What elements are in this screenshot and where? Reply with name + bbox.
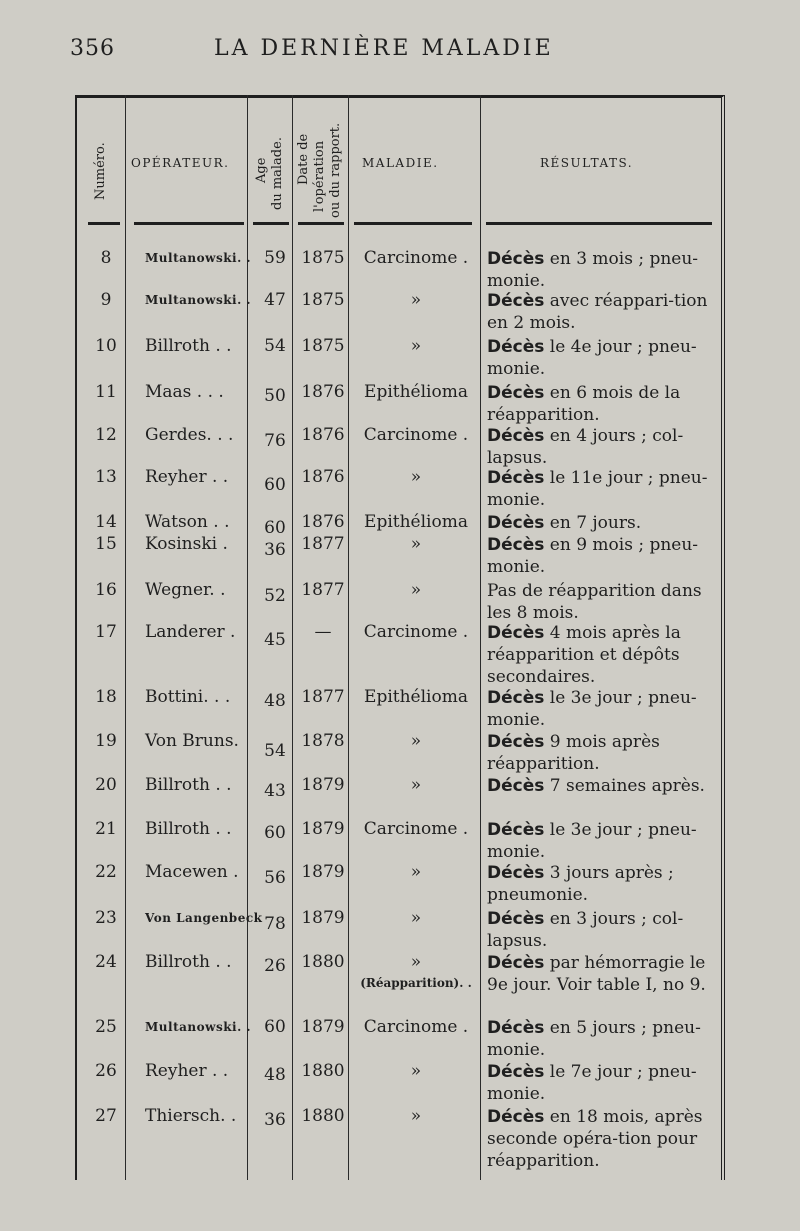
running-title: LA DERNIÈRE MALADIE (214, 36, 554, 61)
operator-name: Gerdes. . . (145, 425, 234, 445)
result-death-label: Décès (487, 1107, 545, 1127)
row-number: 9 (100, 290, 112, 310)
result-death-label: Décès (487, 1018, 545, 1038)
patient-age: 36 (264, 1110, 286, 1130)
result-text (487, 775, 717, 797)
patient-age: 54 (264, 336, 286, 356)
patient-age: 60 (264, 823, 286, 843)
result-text (487, 1106, 717, 1172)
header-rule (134, 222, 244, 225)
result-text (487, 534, 717, 578)
operation-year: 1880 (301, 952, 345, 972)
result-detail: 7 semaines après. (544, 776, 705, 796)
result-text (487, 382, 717, 426)
result-text (487, 580, 717, 624)
operator-name: Multanowski. . (145, 1020, 252, 1034)
header-rule (486, 222, 712, 225)
patient-age: 60 (264, 518, 286, 538)
row-number: 21 (95, 819, 117, 839)
result-text (487, 248, 717, 292)
operation-year: 1875 (301, 248, 345, 268)
patient-age: 78 (264, 914, 286, 934)
header-rule (354, 222, 472, 225)
operator-name: Billroth . . (145, 775, 232, 795)
result-text (487, 512, 717, 534)
row-number: 18 (95, 687, 117, 707)
row-number: 25 (95, 1017, 117, 1037)
result-death-label: Décès (487, 688, 545, 708)
disease: » (410, 534, 422, 554)
disease: » (410, 1061, 422, 1081)
disease: » (410, 775, 422, 795)
row-number: 12 (95, 425, 117, 445)
result-death-label: Décès (487, 535, 545, 555)
operator-name: Multanowski. . (145, 251, 252, 265)
row-number: 10 (95, 336, 117, 356)
operation-year: 1876 (301, 467, 345, 487)
result-detail: en 9 mois ; pneu-monie. (487, 535, 699, 577)
disease: » (410, 952, 422, 972)
disease: » (410, 290, 422, 310)
operator-name: Von Bruns. (145, 731, 239, 751)
operation-year: 1875 (301, 336, 345, 356)
result-text (487, 336, 717, 380)
operation-year: 1880 (301, 1061, 345, 1081)
row-number: 26 (95, 1061, 117, 1081)
patient-age: 52 (264, 586, 286, 606)
row-number: 15 (95, 534, 117, 554)
column-header-date-3: ou du rapport. (328, 122, 343, 218)
row-number: 8 (100, 248, 112, 268)
result-text (487, 952, 717, 996)
operation-year: 1878 (301, 731, 345, 751)
result-detail: le 7e jour ; pneu-monie. (487, 1062, 697, 1104)
result-detail: 9 mois après réapparition. (487, 732, 660, 774)
column-header-number: Numéro. (93, 142, 108, 200)
result-detail: 3 jours après ; pneumonie. (487, 863, 674, 905)
header-rule (88, 222, 120, 225)
result-detail: en 6 mois de la réapparition. (487, 383, 681, 425)
disease: Epithélioma (364, 382, 468, 402)
result-detail: en 18 mois, après seconde opéra-tion pour réapparition. (487, 1107, 703, 1171)
disease: Carcinome . (363, 1017, 469, 1037)
column-header-operator: OPÉRATEUR. (131, 156, 230, 170)
result-text (487, 1017, 717, 1061)
result-text (487, 290, 717, 334)
patient-age: 59 (264, 248, 286, 268)
result-detail: avec réappari-tion en 2 mois. (487, 291, 708, 333)
page-number: 356 (70, 36, 115, 61)
result-death-label: Décès (487, 776, 545, 796)
patient-age: 48 (264, 1065, 286, 1085)
column-header-date-2: l'opération (312, 140, 327, 212)
patient-age: 48 (264, 691, 286, 711)
patient-age: 56 (264, 868, 286, 888)
result-death-label: Décès (487, 953, 545, 973)
patient-age: 26 (264, 956, 286, 976)
result-text (487, 908, 717, 952)
result-text (487, 622, 717, 688)
result-text (487, 862, 717, 906)
patient-age: 60 (264, 475, 286, 495)
patient-age: 47 (264, 290, 286, 310)
result-death-label: Décès (487, 383, 545, 403)
operator-name: Reyher . . (145, 467, 229, 487)
result-detail: Pas de réapparition dans les 8 mois. (487, 581, 702, 623)
operator-name: Macewen . (145, 862, 239, 882)
operation-year: 1879 (301, 775, 345, 795)
result-detail: le 11e jour ; pneu-monie. (487, 468, 708, 510)
operator-name: Watson . . (145, 512, 230, 532)
result-detail: le 4e jour ; pneu-monie. (487, 337, 697, 379)
result-death-label: Décès (487, 337, 545, 357)
patient-age: 36 (264, 540, 286, 560)
operator-name: Kosinski . (145, 534, 228, 554)
disease: Carcinome . (363, 622, 469, 642)
result-detail: en 7 jours. (544, 513, 642, 533)
operation-year: 1880 (301, 1106, 345, 1126)
result-detail: en 3 jours ; col-lapsus. (487, 909, 684, 951)
operation-year: 1879 (301, 908, 345, 928)
disease: » (410, 580, 422, 600)
operator-name: Thiersch. . (145, 1106, 237, 1126)
patient-age: 50 (264, 386, 286, 406)
operation-year: 1875 (301, 290, 345, 310)
operator-name: Wegner. . (145, 580, 226, 600)
operator-name: Billroth . . (145, 336, 232, 356)
result-text (487, 1061, 717, 1105)
disease: » (410, 731, 422, 751)
operation-year: 1876 (301, 512, 345, 532)
row-number: 16 (95, 580, 117, 600)
operation-year: 1879 (301, 862, 345, 882)
operation-year: — (314, 622, 332, 642)
result-detail: le 3e jour ; pneu-monie. (487, 688, 697, 730)
result-detail: en 5 jours ; pneu-monie. (487, 1018, 701, 1060)
column-header-age-1: Age (254, 157, 269, 183)
result-detail: 4 mois après la réapparition et dépôts secondaires. (487, 623, 681, 687)
disease: Carcinome . (363, 819, 469, 839)
disease: Carcinome . (363, 248, 469, 268)
header-rule (253, 222, 289, 225)
operator-name: Maas . . . (145, 382, 224, 402)
row-number: 13 (95, 467, 117, 487)
header-rule (298, 222, 344, 225)
result-detail: le 3e jour ; pneu-monie. (487, 820, 697, 862)
result-text (487, 425, 717, 469)
row-number: 20 (95, 775, 117, 795)
operator-name: Reyher . . (145, 1061, 229, 1081)
result-death-label: Décès (487, 623, 545, 643)
disease: Epithélioma (364, 512, 468, 532)
operator-name: Von Langenbeck (145, 911, 263, 925)
disease: » (410, 862, 422, 882)
result-death-label: Décès (487, 468, 545, 488)
row-number: 24 (95, 952, 117, 972)
row-number: 14 (95, 512, 117, 532)
disease: Epithélioma (364, 687, 468, 707)
disease: Carcinome . (363, 425, 469, 445)
result-death-label: Décès (487, 426, 545, 446)
result-death-label: Décès (487, 291, 545, 311)
result-text (487, 819, 717, 863)
operation-year: 1876 (301, 382, 345, 402)
operator-name: Billroth . . (145, 819, 232, 839)
disease: » (410, 467, 422, 487)
operator-name: Bottini. . . (145, 687, 231, 707)
row-number: 22 (95, 862, 117, 882)
disease: » (410, 1106, 422, 1126)
patient-age: 45 (264, 630, 286, 650)
disease: » (410, 908, 422, 928)
result-detail: en 3 mois ; pneu-monie. (487, 249, 699, 291)
row-number: 17 (95, 622, 117, 642)
result-death-label: Décès (487, 820, 545, 840)
patient-age: 76 (264, 431, 286, 451)
operator-name: Billroth . . (145, 952, 232, 972)
operator-name: Landerer . (145, 622, 236, 642)
result-detail: en 4 jours ; col-lapsus. (487, 426, 684, 468)
column-header-age-2: du malade. (270, 137, 285, 210)
row-number: 11 (95, 382, 117, 402)
disease-note: (Réapparition). . (360, 976, 472, 990)
row-number: 23 (95, 908, 117, 928)
result-death-label: Décès (487, 513, 545, 533)
result-death-label: Décès (487, 732, 545, 752)
result-text (487, 687, 717, 731)
operation-year: 1877 (301, 534, 345, 554)
operation-year: 1879 (301, 819, 345, 839)
operation-year: 1876 (301, 425, 345, 445)
result-text (487, 731, 717, 775)
operator-name: Multanowski. . (145, 293, 252, 307)
row-number: 19 (95, 731, 117, 751)
patient-age: 54 (264, 741, 286, 761)
result-death-label: Décès (487, 1062, 545, 1082)
operation-year: 1877 (301, 687, 345, 707)
operation-year: 1879 (301, 1017, 345, 1037)
patient-age: 60 (264, 1017, 286, 1037)
disease: » (410, 336, 422, 356)
result-detail: par hémorragie le 9e jour. Voir table I, no 9. (487, 953, 706, 995)
result-death-label: Décès (487, 249, 545, 269)
operation-year: 1877 (301, 580, 345, 600)
patient-age: 43 (264, 781, 286, 801)
result-text (487, 467, 717, 511)
page-header (0, 30, 800, 70)
row-number: 27 (95, 1106, 117, 1126)
result-death-label: Décès (487, 909, 545, 929)
column-header-disease: MALADIE. (362, 156, 439, 170)
column-header-date-1: Date de (296, 133, 311, 185)
column-header-results: RÉSULTATS. (540, 156, 634, 170)
result-death-label: Décès (487, 863, 545, 883)
column-divider (480, 95, 481, 1180)
